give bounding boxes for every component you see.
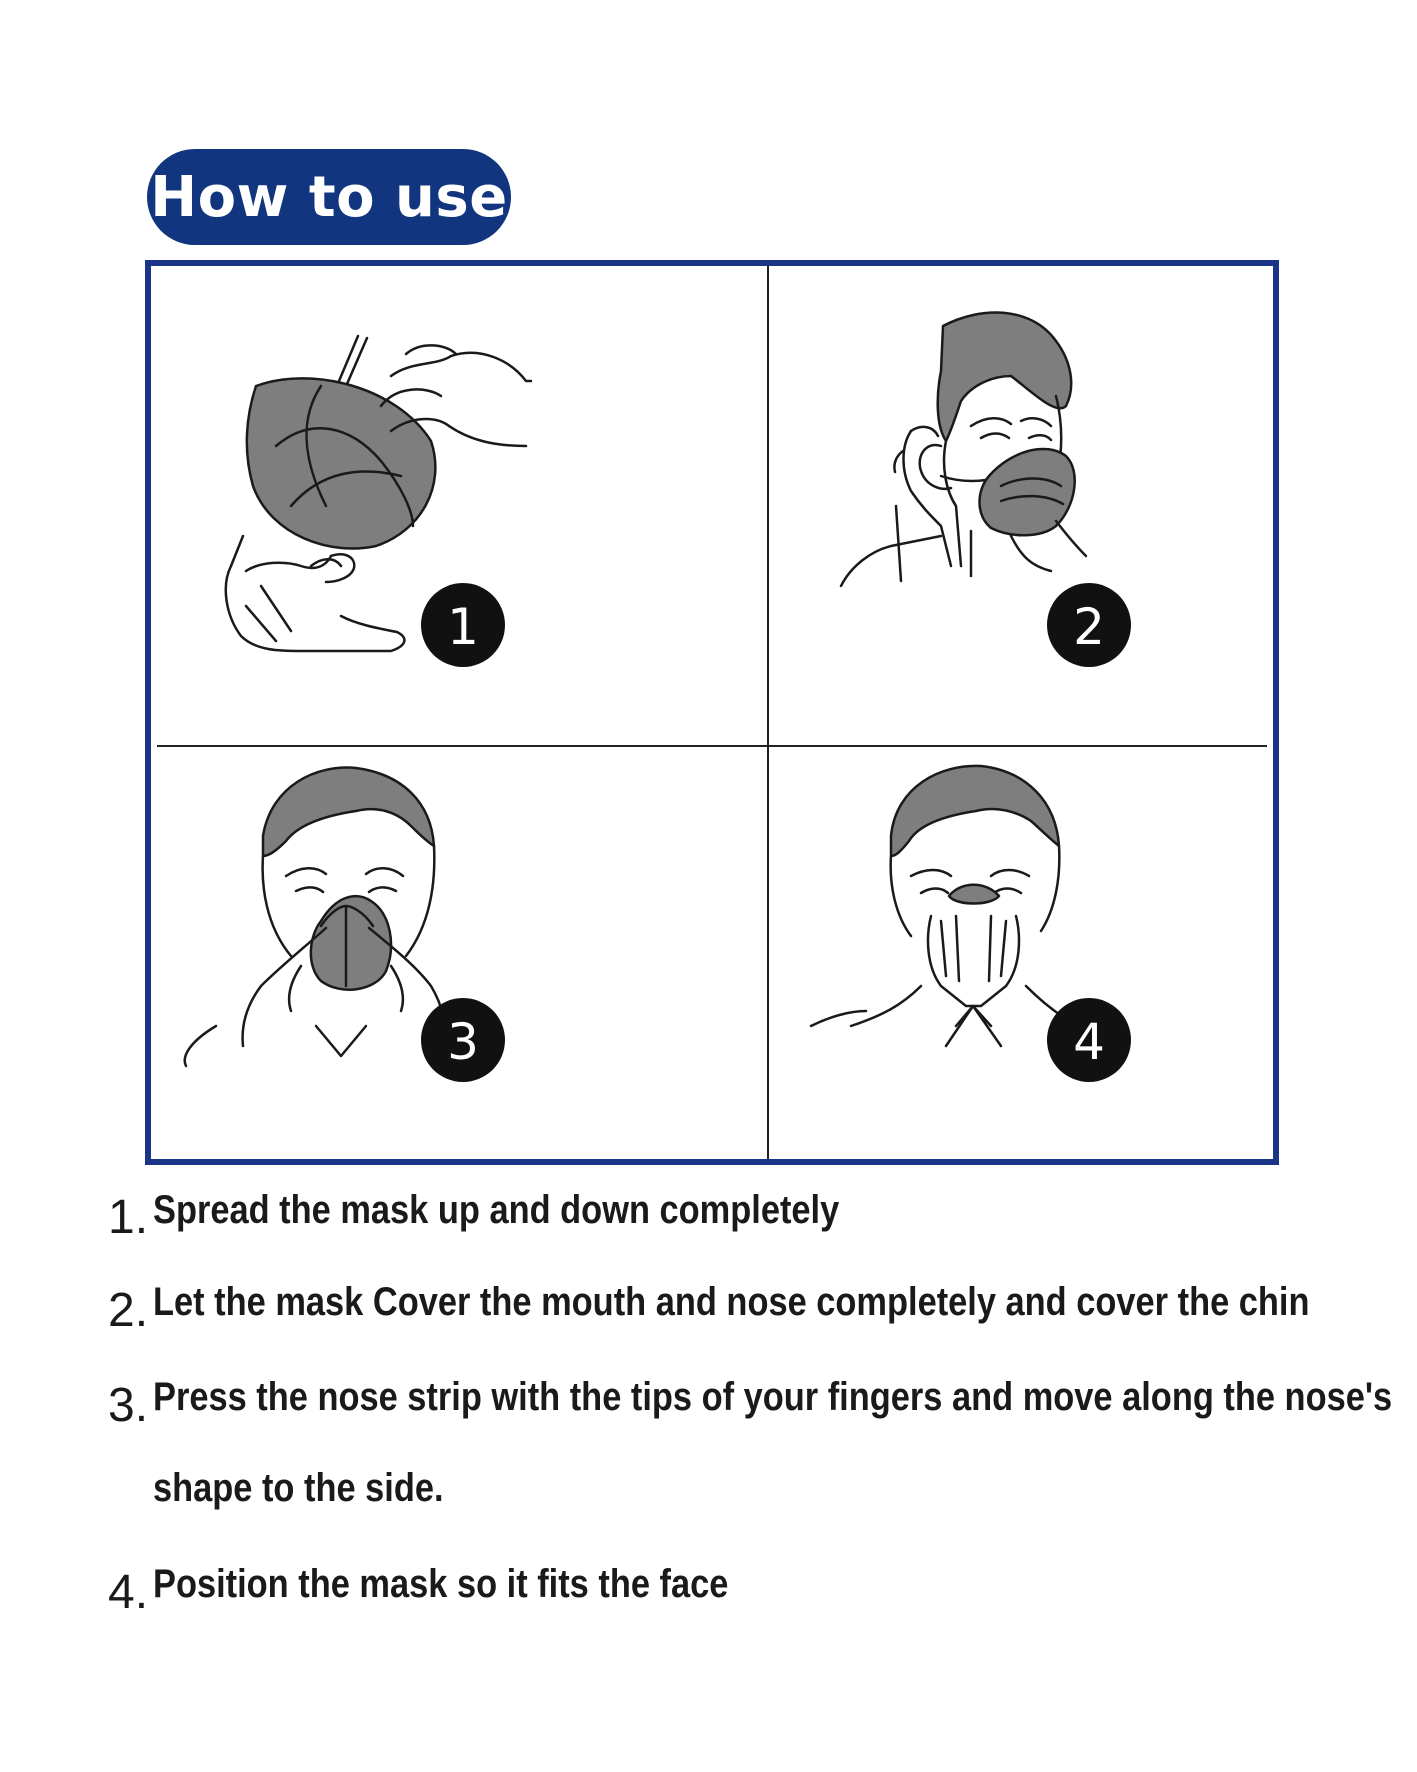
step-2-number: 2. [108, 1284, 149, 1337]
step-3-text: Press the nose strip with the tips of your fingers and move along the nose's [153, 1375, 1393, 1419]
step-2-text: Let the mask Cover the mouth and nose completely and cover the chin [153, 1280, 1310, 1324]
svg-text:3: 3 [447, 1013, 479, 1071]
step-3-text-continued: shape to the side. [153, 1466, 444, 1510]
step-3-number: 3. [108, 1379, 149, 1432]
step-1-text: Spread the mask up and down completely [153, 1188, 840, 1232]
step-4-number: 4. [108, 1566, 149, 1619]
svg-text:4: 4 [1073, 1013, 1105, 1071]
panels-illustration [151, 266, 1273, 1159]
step-4-text: Position the mask so it fits the face [153, 1562, 729, 1606]
svg-text:2: 2 [1073, 598, 1105, 656]
instruction-panels [145, 260, 1279, 1165]
unfold-mask-hands-icon [226, 336, 531, 667]
step-1-number: 1. [108, 1191, 149, 1244]
svg-text:1: 1 [447, 598, 479, 656]
page-title: How to use [150, 164, 508, 230]
title-badge [147, 149, 511, 245]
